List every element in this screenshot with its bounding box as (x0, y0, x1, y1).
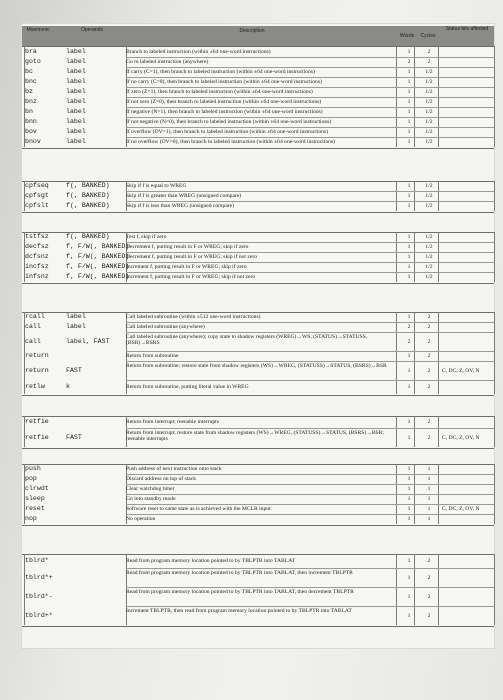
mnemonic-cell: retlw (25, 383, 45, 390)
table-row (22, 57, 494, 67)
table-row (22, 67, 494, 77)
table-row (22, 474, 494, 484)
description-cell: Return from subroutine (126, 353, 179, 359)
description-cell: Decrement f, putting result in F or WREG; skip if zero (126, 244, 249, 250)
mnemonic-cell: pop (25, 475, 37, 482)
cycles-cell: 1/2 (425, 119, 433, 125)
words-cell: 1 (407, 476, 411, 482)
mnemonic-cell: decfsz (25, 243, 49, 250)
column-rule (494, 416, 495, 447)
table-row (22, 587, 494, 606)
cycles-cell: 1/2 (425, 274, 433, 280)
table-row (22, 97, 494, 107)
description-cell: Call labeled subroutine (anywhere) (126, 324, 205, 330)
mnemonic-cell: cpfsgt (25, 192, 49, 199)
cycles-cell: 1/2 (425, 129, 433, 135)
cycles-cell: 2 (427, 324, 431, 330)
header-mnemonic: Mnemonic (26, 27, 50, 33)
words-cell: 1 (407, 119, 411, 125)
mnemonic-cell: return (25, 352, 49, 359)
mnemonic-cell: tstfsz (25, 233, 49, 240)
table-row (22, 242, 494, 252)
mnemonic-cell: push (25, 465, 41, 472)
operands-cell: label (66, 78, 86, 85)
mnemonic-cell: tblrd* (25, 557, 49, 564)
mnemonic-cell: bc (25, 68, 33, 75)
cycles-cell: 1 (427, 466, 431, 472)
operands-cell: label (66, 323, 86, 330)
cycles-cell: 2 (427, 435, 431, 441)
cycles-cell: 2 (427, 575, 431, 581)
table-row (22, 332, 494, 351)
cycles-cell: 2 (427, 353, 431, 359)
table-row (22, 464, 494, 474)
status-cell: C, DC, Z, OV, N (442, 368, 480, 374)
words-cell: 1 (407, 353, 411, 359)
table-row (22, 232, 494, 242)
cycles-cell: 2 (427, 558, 431, 564)
operands-cell: label (66, 48, 86, 55)
table-row (22, 201, 494, 211)
words-cell: 1 (407, 244, 411, 250)
cycles-cell: 1/2 (425, 99, 433, 105)
cycles-cell: 2 (427, 314, 431, 320)
operands-cell: f(, BANKED) (66, 192, 110, 199)
words-cell: 1 (407, 516, 411, 522)
table-row (22, 252, 494, 262)
words-cell: 1 (407, 69, 411, 75)
cycles-cell: 1/2 (425, 109, 433, 115)
description-cell: Return from subroutine, putting literal value in WREG (126, 384, 249, 390)
cycles-cell: 2 (427, 49, 431, 55)
table-row (22, 262, 494, 272)
mnemonic-cell: cpfseq (25, 182, 49, 189)
table-row (22, 361, 494, 380)
header-cycles: Cycles (420, 33, 436, 39)
table-row (22, 87, 494, 97)
words-cell: 1 (407, 193, 411, 199)
words-cell: 1 (407, 558, 411, 564)
operands-cell: f(, BANKED) (66, 182, 110, 189)
mnemonic-cell: call (25, 323, 41, 330)
operands-cell: label (66, 58, 86, 65)
header-operands: Operands (81, 27, 103, 33)
words-cell: 1 (407, 368, 411, 374)
cycles-cell: 1/2 (425, 139, 433, 145)
mnemonic-cell: tblrd*+ (25, 574, 53, 581)
words-cell: 1 (407, 264, 411, 270)
cycles-cell: 1 (427, 506, 431, 512)
operands-cell: label, FAST (66, 338, 110, 345)
words-cell: 1 (407, 203, 411, 209)
mnemonic-cell: tblrd*- (25, 593, 53, 600)
table-row (22, 312, 494, 322)
table-row (22, 322, 494, 332)
words-cell: 1 (407, 314, 411, 320)
table-row (22, 554, 494, 568)
words-cell: 1 (407, 435, 411, 441)
mnemonic-cell: reset (25, 505, 45, 512)
cycles-cell: 1 (427, 486, 431, 492)
operands-cell: f, F/W(, BANKED) (66, 243, 130, 250)
column-rule (494, 312, 495, 394)
cycles-cell: 1/2 (425, 254, 433, 260)
mnemonic-cell: nop (25, 515, 37, 522)
words-cell: 1 (407, 419, 411, 425)
description-cell: Clear watchdog timer (126, 486, 175, 492)
description-cell: Increment TBLPTR, then read from program memory location pointed to by TBLPTR into TABLAT (126, 608, 352, 614)
description-cell: If carry (C=1), then branch to labeled instruction (within ±64 one-word instructions) (126, 69, 315, 75)
description-cell: Skip if f is less than WREG (unsigned compare) (126, 203, 235, 209)
operands-cell: label (66, 138, 86, 145)
table-row (22, 272, 494, 282)
cycles-cell: 1/2 (425, 193, 433, 199)
mnemonic-cell: rcall (25, 313, 45, 320)
cycles-cell: 2 (427, 384, 431, 390)
cycles-cell: 1 (427, 476, 431, 482)
description-cell: Return from interrupt; reenable interrupts (126, 419, 219, 425)
description-cell: Discard address on top of stack (126, 476, 197, 482)
mnemonic-cell: bz (25, 88, 33, 95)
table-row (22, 416, 494, 428)
operands-cell: k (66, 383, 70, 390)
description-cell: Software reset to same state as is achieved with the MCLR input (126, 506, 271, 512)
mnemonic-cell: bnn (25, 118, 37, 125)
column-rule (494, 464, 495, 524)
cycles-cell: 1/2 (425, 264, 433, 270)
words-cell: 1 (407, 384, 411, 390)
description-cell: Call labeled subroutine (anywhere); copy state to shadow registers (WREG)→WS, (STATUS)→STATUSS, (BSR)→BSRS (126, 334, 368, 347)
description-cell: If zero (Z=1), then branch to labeled instruction (within ±64 one-word instructions) (126, 89, 313, 95)
cycles-cell: 2 (427, 594, 431, 600)
operands-cell: f, F/W(, BANKED) (66, 263, 130, 270)
cycles-cell: 1 (427, 496, 431, 502)
cycles-cell: 2 (427, 339, 431, 345)
table-row (22, 117, 494, 127)
words-cell: 1 (407, 99, 411, 105)
description-cell: Go to labeled instruction (anywhere) (126, 59, 209, 65)
description-cell: Test f, skip if zero (126, 234, 167, 240)
description-cell: Increment f, putting result in F or WREG; skip if zero (126, 264, 247, 270)
operands-cell: label (66, 98, 86, 105)
description-cell: Push address of next instruction onto stack (126, 466, 222, 472)
header-description: Description (239, 28, 265, 34)
words-cell: 1 (407, 129, 411, 135)
mnemonic-cell: retfie (25, 418, 49, 425)
words-cell: 1 (407, 109, 411, 115)
words-cell: 1 (407, 89, 411, 95)
mnemonic-cell: clrwdt (25, 485, 49, 492)
mnemonic-cell: bnov (25, 138, 41, 145)
description-cell: Decrement f, putting result in F or WREG; skip if not zero (126, 254, 258, 260)
column-rule (494, 46, 495, 147)
cycles-cell: 1 (427, 516, 431, 522)
description-cell: No operation (126, 516, 156, 522)
description-cell: Branch to labeled instruction (within ±64 one-word instructions) (126, 49, 271, 55)
words-cell: 2 (407, 59, 411, 65)
mnemonic-cell: infsnz (25, 273, 49, 280)
words-cell: 1 (407, 496, 411, 502)
description-cell: If no overflow (OV=0), then branch to labeled instruction (within ±64 one-word instructions) (126, 139, 335, 145)
cycles-cell: 1/2 (425, 79, 433, 85)
cycles-cell: 2 (427, 59, 431, 65)
operands-cell: FAST (66, 434, 82, 441)
table-row (22, 137, 494, 147)
table-row (22, 514, 494, 524)
table-header (22, 26, 494, 46)
column-rule (494, 232, 495, 282)
description-cell: If not zero (Z=0), then branch to labeled instruction (within ±64 one-word instructions) (126, 99, 322, 105)
operands-cell: label (66, 313, 86, 320)
words-cell: 1 (407, 274, 411, 280)
words-cell: 1 (407, 79, 411, 85)
mnemonic-cell: bra (25, 48, 37, 55)
words-cell: 1 (407, 139, 411, 145)
cycles-cell: 2 (427, 368, 431, 374)
words-cell: 1 (407, 594, 411, 600)
table-row (22, 568, 494, 587)
description-cell: Return from interrupt; restore state from shadow registers (WS)→WREG, (STATUSS)→STATUS, (BSRS)→BSR; reenable interrupts (126, 430, 384, 443)
description-cell: If negative (N=1), then branch to labeled instruction (within ±64 one-word instructions) (126, 109, 323, 115)
mnemonic-cell: sleep (25, 495, 45, 502)
mnemonic-cell: bnz (25, 98, 37, 105)
mnemonic-cell: bov (25, 128, 37, 135)
operands-cell: f, F/W(, BANKED) (66, 273, 130, 280)
operands-cell: FAST (66, 367, 82, 374)
header-words: Words (399, 33, 415, 39)
description-cell: Skip if f is greater than WREG (unsigned compare) (126, 193, 242, 199)
mnemonic-cell: incfsz (25, 263, 49, 270)
table-row (22, 127, 494, 137)
status-cell: C, DC, Z, OV, N (442, 435, 480, 441)
column-rule (494, 181, 495, 211)
cycles-cell: 2 (427, 419, 431, 425)
header-status: Status bits affected (445, 26, 489, 32)
table-row (22, 351, 494, 361)
words-cell: 1 (407, 183, 411, 189)
operands-cell: f(, BANKED) (66, 233, 110, 240)
status-cell: C, DC, Z, OV, N (442, 506, 480, 512)
words-cell: 1 (407, 466, 411, 472)
mnemonic-cell: tblrd+* (25, 612, 53, 619)
words-cell: 1 (407, 234, 411, 240)
description-cell: Increment f, putting result in F or WREG; skip if not zero (126, 274, 256, 280)
words-cell: 2 (407, 324, 411, 330)
mnemonic-cell: call (25, 338, 41, 345)
operands-cell: f, F/W(, BANKED) (66, 253, 130, 260)
description-cell: Return from subroutine; restore state from shadow registers (WS)→WREG, (STATUSS)→STATUS, (BSRS)→BSR (126, 363, 387, 369)
operands-cell: label (66, 88, 86, 95)
table-row (22, 181, 494, 191)
table-row (22, 504, 494, 514)
words-cell: 1 (407, 613, 411, 619)
mnemonic-cell: dcfsnz (25, 253, 49, 260)
mnemonic-cell: return (25, 367, 49, 374)
table-row (22, 107, 494, 117)
table-row (22, 46, 494, 57)
mnemonic-cell: bnc (25, 78, 37, 85)
cycles-cell: 1/2 (425, 244, 433, 250)
words-cell: 1 (407, 575, 411, 581)
cycles-cell: 1/2 (425, 203, 433, 209)
cycles-cell: 1/2 (425, 69, 433, 75)
operands-cell: label (66, 128, 86, 135)
description-cell: Go into standby mode (126, 496, 176, 502)
description-cell: If not negative (N=0), then branch to labeled instruction (within ±64 one-word instructions) (126, 119, 332, 125)
table-row (22, 494, 494, 504)
description-cell: Read from program memory location pointed to by TBLPTR into TABLAT, then decrement TBLPTR (126, 589, 354, 595)
cycles-cell: 1/2 (425, 89, 433, 95)
column-rule (494, 554, 495, 625)
description-cell: Call labeled subroutine (within ±512 one-word instructions) (126, 314, 261, 320)
cycles-cell: 2 (427, 613, 431, 619)
description-cell: If overflow (OV=1), then branch to labeled instruction (within ±64 one-word instructions) (126, 129, 328, 135)
table-row (22, 428, 494, 447)
description-cell: If no carry (C=0), then branch to labeled instruction (within ±64 one-word instructions) (126, 79, 322, 85)
cycles-cell: 1/2 (425, 234, 433, 240)
operands-cell: f(, BANKED) (66, 202, 110, 209)
operands-cell: label (66, 118, 86, 125)
words-cell: 1 (407, 506, 411, 512)
words-cell: 1 (407, 486, 411, 492)
description-cell: Read from program memory location pointed to by TBLPTR into TABLAT, then increment TBLPTR (126, 570, 353, 576)
cycles-cell: 1/2 (425, 183, 433, 189)
table-row (22, 606, 494, 625)
mnemonic-cell: bn (25, 108, 33, 115)
table-row (22, 380, 494, 394)
mnemonic-cell: cpfslt (25, 202, 49, 209)
table-row (22, 191, 494, 201)
words-cell: 2 (407, 339, 411, 345)
mnemonic-cell: retfie (25, 434, 49, 441)
table-row (22, 484, 494, 494)
operands-cell: label (66, 68, 86, 75)
table-row (22, 77, 494, 87)
words-cell: 1 (407, 254, 411, 260)
operands-cell: label (66, 108, 86, 115)
mnemonic-cell: goto (25, 58, 41, 65)
description-cell: Skip if f is equal to WREG (126, 183, 187, 189)
description-cell: Read from program memory location pointed to by TBLPTR into TABLAT (126, 558, 295, 564)
words-cell: 1 (407, 49, 411, 55)
